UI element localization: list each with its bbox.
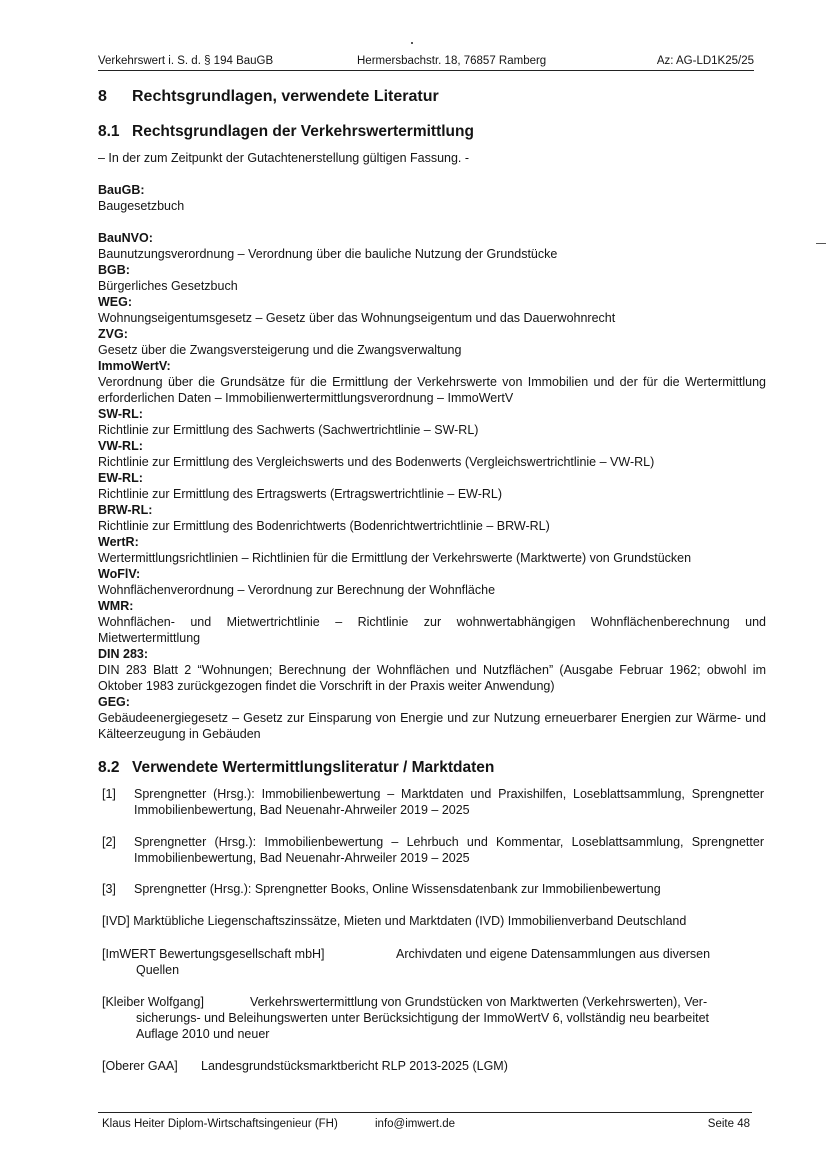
law-desc: Bürgerliches Gesetzbuch: [98, 279, 238, 293]
reference-item: [102, 834, 764, 866]
reference-text: Sprengnetter (Hrsg.): Immobilienbewertung – Lehrbuch und Kommentar, Loseblattsammlung, Sprengnetter Immobilienbewertung, Bad Neuenahr-Ahrweiler 2019 – 2025: [134, 835, 764, 865]
law-desc: Richtlinie zur Ermittlung des Ertragswerts (Ertragswertrichtlinie – EW-RL): [98, 487, 503, 501]
law-desc: Wohnungseigentumsgesetz – Gesetz über das Wohnungseigentum und das Dauerwohnrecht: [98, 311, 616, 325]
reference-text-cont: sicherungs- und Beleihungswerten unter Berücksichtigung der ImmoWertV 6, vollständig neu bearbeitet: [136, 1011, 710, 1025]
section-8-2-heading: [98, 759, 494, 777]
law-desc: Baunutzungsverordnung – Verordnung über die bauliche Nutzung der Grundstücke: [98, 247, 558, 261]
law-entry: [98, 262, 766, 294]
header-left: Verkehrswert i. S. d. § 194 BauGB: [98, 55, 274, 67]
reference-tag: [3]: [102, 882, 116, 896]
law-desc: Richtlinie zur Ermittlung des Sachwerts (Sachwertrichtlinie – SW-RL): [98, 423, 479, 437]
law-desc: Wohnflächen- und Mietwertrichtlinie – Richtlinie zur wohnwertabhängigen Wohnflächenberechnung und Mietwertermittlung: [98, 615, 766, 645]
reference-item: [102, 881, 764, 897]
header-center: Hermersbachstr. 18, 76857 Ramberg: [357, 55, 547, 67]
law-abbr: BauGB:: [98, 183, 145, 197]
law-entry: [98, 406, 766, 438]
reference-tag: [IVD]: [102, 914, 130, 928]
page-footer: [98, 1118, 752, 1133]
reference-text: Sprengnetter (Hrsg.): Immobilienbewertung – Marktdaten und Praxishilfen, Loseblattsammlung, Sprengnetter Immobilienbewertung, Bad Neuenahr-Ahrweiler 2019 – 2025: [134, 787, 764, 817]
reference-tag: [2]: [102, 835, 116, 849]
header-right: Az: AG-LD1K25/25: [656, 55, 754, 67]
law-abbr: EW-RL:: [98, 471, 143, 485]
reference-item: [102, 913, 764, 929]
law-abbr: VW-RL:: [98, 439, 143, 453]
page-number: Seite 48: [707, 1118, 750, 1130]
law-abbr: ZVG:: [98, 327, 128, 341]
law-entry: [98, 646, 766, 694]
law-abbr: BRW-RL:: [98, 503, 153, 517]
page-header: [98, 55, 754, 70]
law-desc: Verordnung über die Grundsätze für die Ermittlung der Verkehrswerte von Immobilien und der für die Wertermittlung erforderlichen Daten – Immobilienwertermittlungsverordnung – ImmoWertV: [98, 375, 766, 405]
law-desc: Wertermittlungsrichtlinien – Richtlinien für die Ermittlung der Verkehrswerte (Marktwerte) von Grundstücken: [98, 551, 692, 565]
scan-dash: [816, 243, 826, 244]
law-abbr: BauNVO:: [98, 231, 153, 245]
law-entry: [98, 566, 766, 598]
reference-item: [102, 946, 764, 978]
law-entry: [98, 598, 766, 646]
law-desc: DIN 283 Blatt 2 “Wohnungen; Berechnung der Wohnflächen und Nutzflächen” (Ausgabe Februar 1962; obwohl im Oktober 1983 zurückgezogen findet die Vorschrift in der Praxis weiter Anwendung): [98, 663, 766, 693]
law-abbr: WEG:: [98, 295, 133, 309]
reference-text: Sprengnetter (Hrsg.): Sprengnetter Books, Online Wissensdatenbank zur Immobilienbewertung: [134, 882, 661, 896]
law-abbr: DIN 283:: [98, 647, 149, 661]
section-number: 8.2: [98, 759, 120, 776]
reference-tag: [Kleiber Wolfgang]: [102, 995, 204, 1009]
law-desc: Gesetz über die Zwangsversteigerung und die Zwangsverwaltung: [98, 343, 462, 357]
reference-item: [102, 786, 764, 818]
reference-text: Marktübliche Liegenschaftszinssätze, Mieten und Marktdaten (IVD) Immobilienverband Deutschland: [133, 914, 687, 928]
law-abbr: WoFlV:: [98, 567, 141, 581]
section-8-1-heading: [98, 123, 474, 141]
reference-text: Landesgrundstücksmarktbericht RLP 2013-2025 (LGM): [201, 1059, 508, 1073]
section-title: Verwendete Wertermittlungsliteratur / Marktdaten: [132, 759, 495, 776]
reference-text-line: Archivdaten und eigene Datensammlungen aus diversen: [396, 947, 711, 961]
reference-text-cont: Quellen: [136, 963, 180, 977]
header-rule: [98, 70, 754, 71]
law-entry: [98, 294, 766, 326]
law-desc: Wohnflächenverordnung – Verordnung zur Berechnung der Wohnfläche: [98, 583, 496, 597]
law-abbr: GEG:: [98, 695, 130, 709]
reference-text-cont: Auflage 2010 und neuer: [136, 1027, 270, 1041]
section-number: 8.1: [98, 123, 120, 140]
footer-email[interactable]: info@imwert.de: [375, 1118, 456, 1130]
section-8-heading: [98, 88, 439, 106]
law-desc: Richtlinie zur Ermittlung des Bodenrichtwerts (Bodenrichtwertrichtlinie – BRW-RL): [98, 519, 550, 533]
law-entry: [98, 358, 766, 406]
law-entry: [98, 502, 766, 534]
law-desc: Baugesetzbuch: [98, 199, 185, 213]
law-abbr: WertR:: [98, 535, 139, 549]
law-abbr: BGB:: [98, 263, 130, 277]
section-number: 8: [98, 88, 107, 105]
reference-tag: [1]: [102, 787, 116, 801]
scan-dot: [411, 42, 413, 44]
reference-text: Verkehrswertermittlung von Grundstücken von Marktwerten (Verkehrswerten), Ver-: [250, 995, 708, 1009]
section-title: Rechtsgrundlagen der Verkehrswertermittlung: [132, 123, 474, 140]
footer-author: Klaus Heiter Diplom-Wirtschaftsingenieur (FH): [102, 1118, 338, 1130]
law-entry: [98, 438, 766, 470]
law-entry: [98, 326, 766, 358]
version-note: – In der zum Zeitpunkt der Gutachtenerstellung gültigen Fassung. -: [98, 151, 470, 165]
reference-tag: [Oberer GAA]: [102, 1059, 178, 1073]
section-title: Rechtsgrundlagen, verwendete Literatur: [132, 88, 439, 105]
reference-item: [102, 994, 764, 1042]
law-entry: [98, 470, 766, 502]
law-entry: [98, 534, 766, 566]
law-abbr: SW-RL:: [98, 407, 143, 421]
law-entry: [98, 694, 766, 742]
law-entry: [98, 182, 766, 214]
law-abbr: WMR:: [98, 599, 134, 613]
footer-rule: [98, 1112, 752, 1113]
reference-tag: [ImWERT Bewertungsgesellschaft mbH]: [102, 947, 325, 961]
law-abbr: ImmoWertV:: [98, 359, 171, 373]
law-desc: Richtlinie zur Ermittlung des Vergleichswerts und des Bodenwerts (Vergleichswertrichtlinie – VW-RL): [98, 455, 655, 469]
reference-text: [396, 946, 764, 962]
law-desc: Gebäudeenergiegesetz – Gesetz zur Einsparung von Energie und zur Nutzung erneuerbarer Energien zur Wärme- und Kälteerzeugung in Gebäuden: [98, 711, 766, 741]
law-entry: [98, 230, 766, 262]
